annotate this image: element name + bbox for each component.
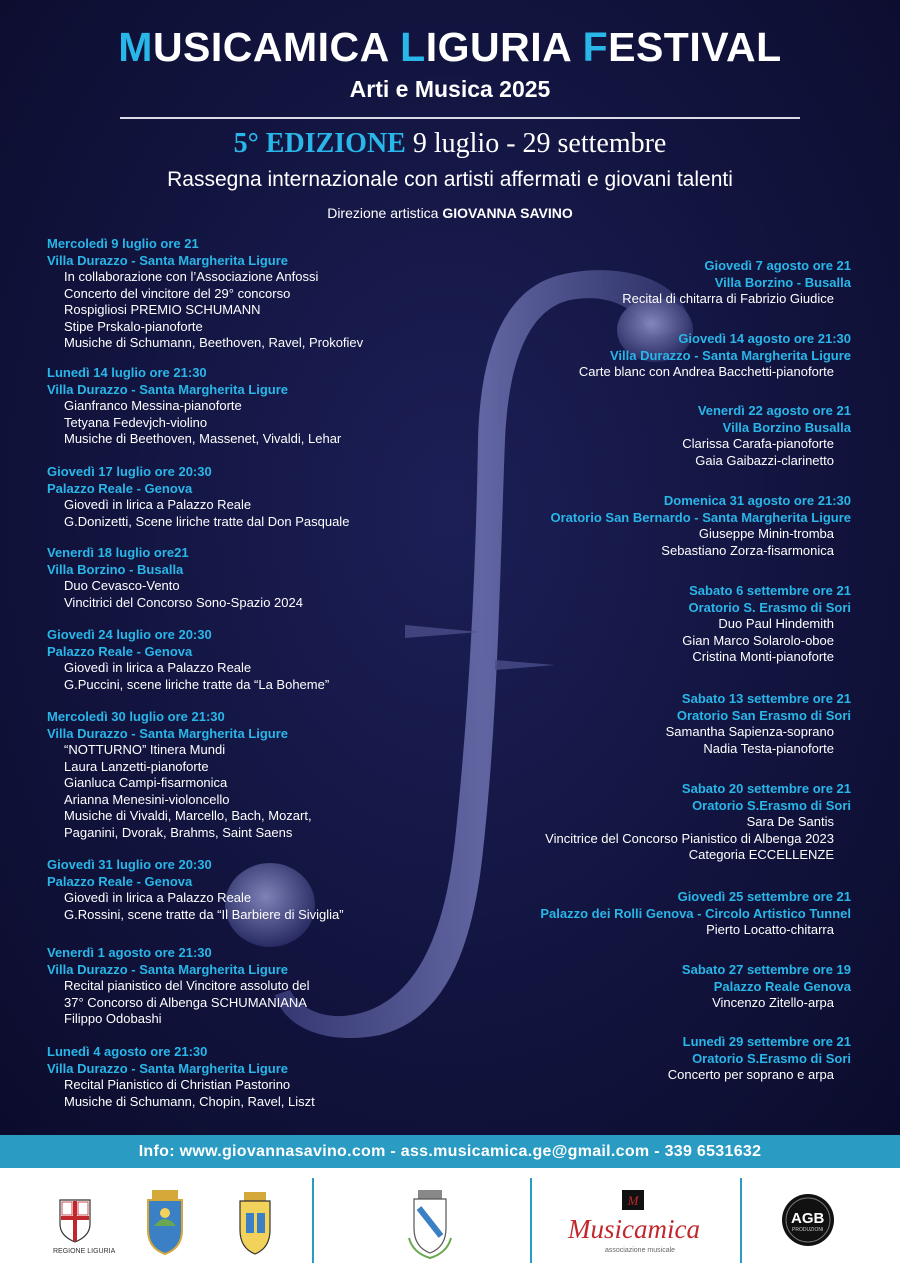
svg-text:M: M <box>627 1193 639 1208</box>
event-right-1: Giovedì 14 agosto ore 21:30 Villa Durazzo - Santa Margherita Ligure Carte blanc con Andrea Bacchetti-pianoforte <box>578 331 851 379</box>
logo-separator <box>312 1178 314 1263</box>
logo-separator <box>530 1178 532 1263</box>
event-left-8: Lunedì 4 agosto ore 21:30 Villa Durazzo - Santa Margherita Ligure Recital Pianistico di Christian Pastorino Musiche di Schumann, Chopin, Ravel, Liszt <box>47 1044 315 1109</box>
event-left-0: Mercoledì 9 luglio ore 21 Villa Durazzo - Santa Margherita Ligure In collaborazione con l’Associazione Anfossi Concerto del vincitore del 29° concorso Rospigliosi PREMIO SCHUMANN Stipe Prskalo-pianoforte Musiche di Schumann, Beethoven, Ravel, Prokofiev <box>47 236 364 350</box>
agb-main-label: AGB <box>791 1210 825 1227</box>
event-left-2: Giovedì 17 luglio ore 20:30 Palazzo Reale - Genova Giovedì in lirica a Palazzo Reale G.Donizetti, Scene liriche tratte dal Don Pasquale <box>47 464 350 529</box>
musicamica-logo <box>560 1168 710 1271</box>
event-right-6: Sabato 20 settembre ore 21 Oratorio S.Erasmo di Sori Sara De Santis Vincitrice del Concorso Pianistico di Albenga 2023 Categoria ECCELLENZE <box>545 781 851 862</box>
artistic-direction: Direzione artistica GIOVANNA SAVINO <box>327 205 573 221</box>
coat-of-arms-1-icon <box>140 1168 190 1271</box>
event-left-3: Venerdì 18 luglio ore21 Villa Borzino - Busalla Duo Cevasco-Vento Vincitrici del Concorso Sono-Spazio 2024 <box>47 545 303 610</box>
event-left-1: Lunedì 14 luglio ore 21:30 Villa Durazzo - Santa Margherita Ligure Gianfranco Messina-pianoforte Tetyana Fedevjch-violino Musiche di Beethoven, Massenet, Vivaldi, Lehar <box>47 365 342 446</box>
agb-sub-label: PRODUZIONI <box>792 1227 824 1233</box>
agb-produzioni-logo <box>775 1168 845 1271</box>
event-right-8: Sabato 27 settembre ore 19 Palazzo Reale Genova Vincenzo Zitello-arpa <box>681 962 851 1010</box>
title-divider <box>120 117 800 119</box>
festival-tagline: Rassegna internazionale con artisti affermati e giovani talenti <box>167 168 733 191</box>
edition-line <box>0 128 900 160</box>
musicamica-subtitle: associazione musicale <box>605 1247 676 1254</box>
sponsor-logos <box>0 1168 900 1271</box>
event-left-7: Venerdì 1 agosto ore 21:30 Villa Durazzo - Santa Margherita Ligure Recital pianistico del Vincitore assoluto del 37° Concorso di Albenga SCHUMANIANA Filippo Odobashi <box>47 945 310 1026</box>
logo-separator <box>740 1178 742 1263</box>
festival-subtitle: Arti e Musica 2025 <box>349 76 551 102</box>
event-right-3: Domenica 31 agosto ore 21:30 Oratorio San Bernardo - Santa Margherita Ligure Giuseppe Minin-tromba Sebastiano Zorza-fisarmonica <box>550 493 851 558</box>
event-left-5: Mercoledì 30 luglio ore 21:30 Villa Durazzo - Santa Margherita Ligure “NOTTURNO” Itinera Mundi Laura Lanzetti-pianoforte Gianluca Campi-fisarmonica Arianna Menesini-violoncello Musiche di Vivaldi, Marcello, Bach, Mozart, Paganini, Dvorak, Brahms, Saint Saens <box>47 709 312 840</box>
festival-title: MUSICAMICA LIGURIA FESTIVAL <box>118 24 782 70</box>
regione-liguria-logo <box>40 1168 116 1271</box>
info-bar: Info: www.giovannasavino.com - ass.musicamica.ge@gmail.com - 339 6531632 <box>0 1135 900 1168</box>
coat-of-arms-2-icon <box>230 1168 280 1271</box>
event-right-0: Giovedì 7 agosto ore 21 Villa Borzino - Busalla Recital di chitarra di Fabrizio Giudice <box>622 258 851 306</box>
event-right-5: Sabato 13 settembre ore 21 Oratorio San Erasmo di Sori Samantha Sapienza-soprano Nadia Testa-pianoforte <box>665 691 851 756</box>
musicamica-wordmark: Musicamica <box>568 1214 700 1244</box>
event-left-4: Giovedì 24 luglio ore 20:30 Palazzo Reale - Genova Giovedì in lirica a Palazzo Reale G.Puccini, scene liriche tratte da “La Boheme” <box>47 627 330 692</box>
regione-liguria-label: REGIONE LIGURIA <box>53 1248 116 1255</box>
event-left-6: Giovedì 31 luglio ore 20:30 Palazzo Reale - Genova Giovedì in lirica a Palazzo Reale G.Rossini, scene tratte da “Il Barbiere di Siviglia” <box>47 857 344 922</box>
event-right-9: Lunedì 29 settembre ore 21 Oratorio S.Erasmo di Sori Concerto per soprano e arpa <box>667 1034 851 1082</box>
event-right-2: Venerdì 22 agosto ore 21 Villa Borzino Busalla Clarissa Carafa-pianoforte Gaia Gaibazzi-clarinetto <box>682 403 851 468</box>
event-right-4: Sabato 6 settembre ore 21 Oratorio S. Erasmo di Sori Duo Paul Hindemith Gian Marco Solarolo-oboe Cristina Monti-pianoforte <box>682 583 851 664</box>
coat-of-arms-3-icon <box>405 1168 455 1271</box>
edition-dates: 9 luglio - 29 settembre <box>405 128 667 159</box>
edition-label: 5° EDIZIONE <box>233 128 406 159</box>
event-right-7: Giovedì 25 settembre ore 21 Palazzo dei Rolli Genova - Circolo Artistico Tunnel Pierto Locatto-chitarra <box>540 889 851 937</box>
